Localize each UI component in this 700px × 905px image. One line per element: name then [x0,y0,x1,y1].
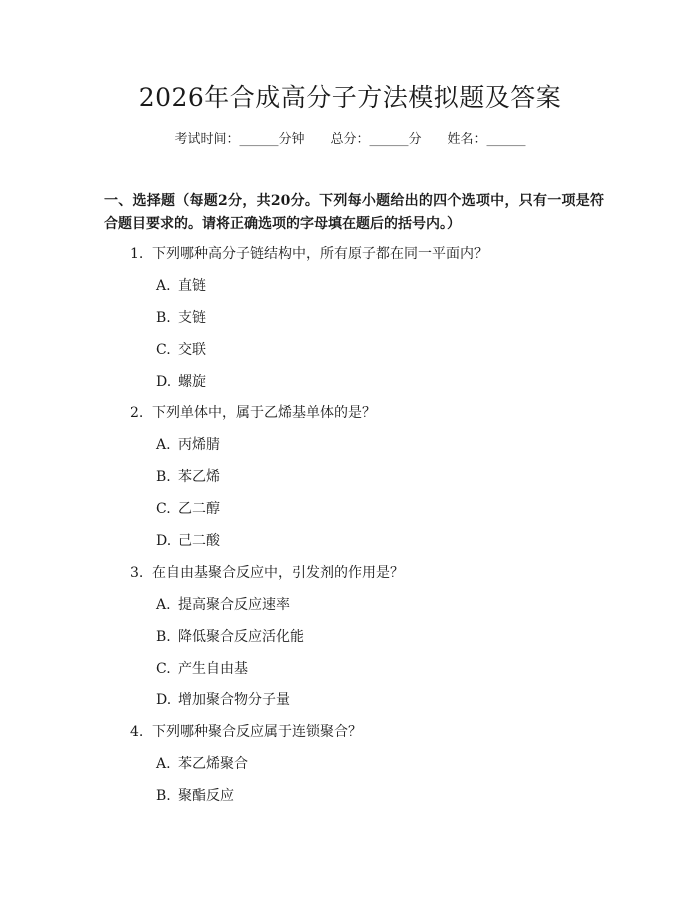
question-number: 3. [130,565,144,581]
option-text: 丙烯腈 [178,437,220,453]
question-2-option-d [156,532,220,550]
option-letter: A. [156,756,171,772]
option-text: 螺旋 [178,374,206,390]
question-3-option-c [156,660,248,678]
option-text: 降低聚合反应活化能 [178,629,304,645]
question-1 [130,245,488,263]
question-4-option-b [156,787,234,805]
option-letter: A. [156,437,171,453]
question-3-option-d [156,691,290,709]
question-4 [130,723,362,741]
option-text: 直链 [178,278,206,294]
question-3-option-a [156,596,290,614]
question-3-option-b [156,628,304,646]
option-letter: B. [156,469,171,485]
option-text: 聚酯反应 [178,788,234,804]
option-letter: C. [156,661,171,677]
question-1-option-c [156,341,206,359]
option-text: 苯乙烯聚合 [178,756,248,772]
question-1-option-a [156,277,206,295]
question-1-option-b [156,309,206,327]
option-text: 乙二醇 [178,501,220,517]
option-letter: A. [156,278,171,294]
section-heading: 一、选择题（每题2分，共20分。下列每小题给出的四个选项中，只有一项是符合题目要求的。请将正确选项的字母填在题后的括号内。） [104,193,604,232]
exam-meta [0,131,700,149]
option-letter: C. [156,342,171,358]
question-1-option-d [156,373,206,391]
option-text: 支链 [178,310,206,326]
question-2-option-a [156,436,220,454]
question-text: 下列单体中，属于乙烯基单体的是？ [152,405,376,421]
option-letter: C. [156,501,171,517]
option-letter: D. [156,533,172,549]
option-letter: B. [156,629,171,645]
question-2-option-b [156,468,220,486]
option-text: 产生自由基 [178,661,248,677]
total-score-field: 总分：______分 [330,132,422,147]
option-letter: B. [156,310,171,326]
question-2-option-c [156,500,220,518]
question-text: 在自由基聚合反应中，引发剂的作用是？ [152,565,404,581]
question-text: 下列哪种聚合反应属于连锁聚合？ [152,724,362,740]
question-2 [130,404,376,422]
question-number: 2. [130,405,144,421]
option-text: 提高聚合反应速率 [178,597,290,613]
page-title: 2026年合成高分子方法模拟题及答案 [138,83,562,112]
question-4-option-a [156,755,248,773]
option-letter: D. [156,692,172,708]
question-number: 1. [130,246,144,262]
option-letter: A. [156,597,171,613]
option-text: 增加聚合物分子量 [178,692,290,708]
question-3 [130,564,404,582]
question-text: 下列哪种高分子链结构中，所有原子都在同一平面内？ [152,246,488,262]
student-name-field: 姓名：______ [447,132,526,147]
option-letter: B. [156,788,171,804]
exam-time-field: 考试时间：______分钟 [174,132,305,147]
question-number: 4. [130,724,144,740]
option-letter: D. [156,374,172,390]
option-text: 交联 [178,342,206,358]
option-text: 苯乙烯 [178,469,220,485]
option-text: 己二酸 [178,533,220,549]
